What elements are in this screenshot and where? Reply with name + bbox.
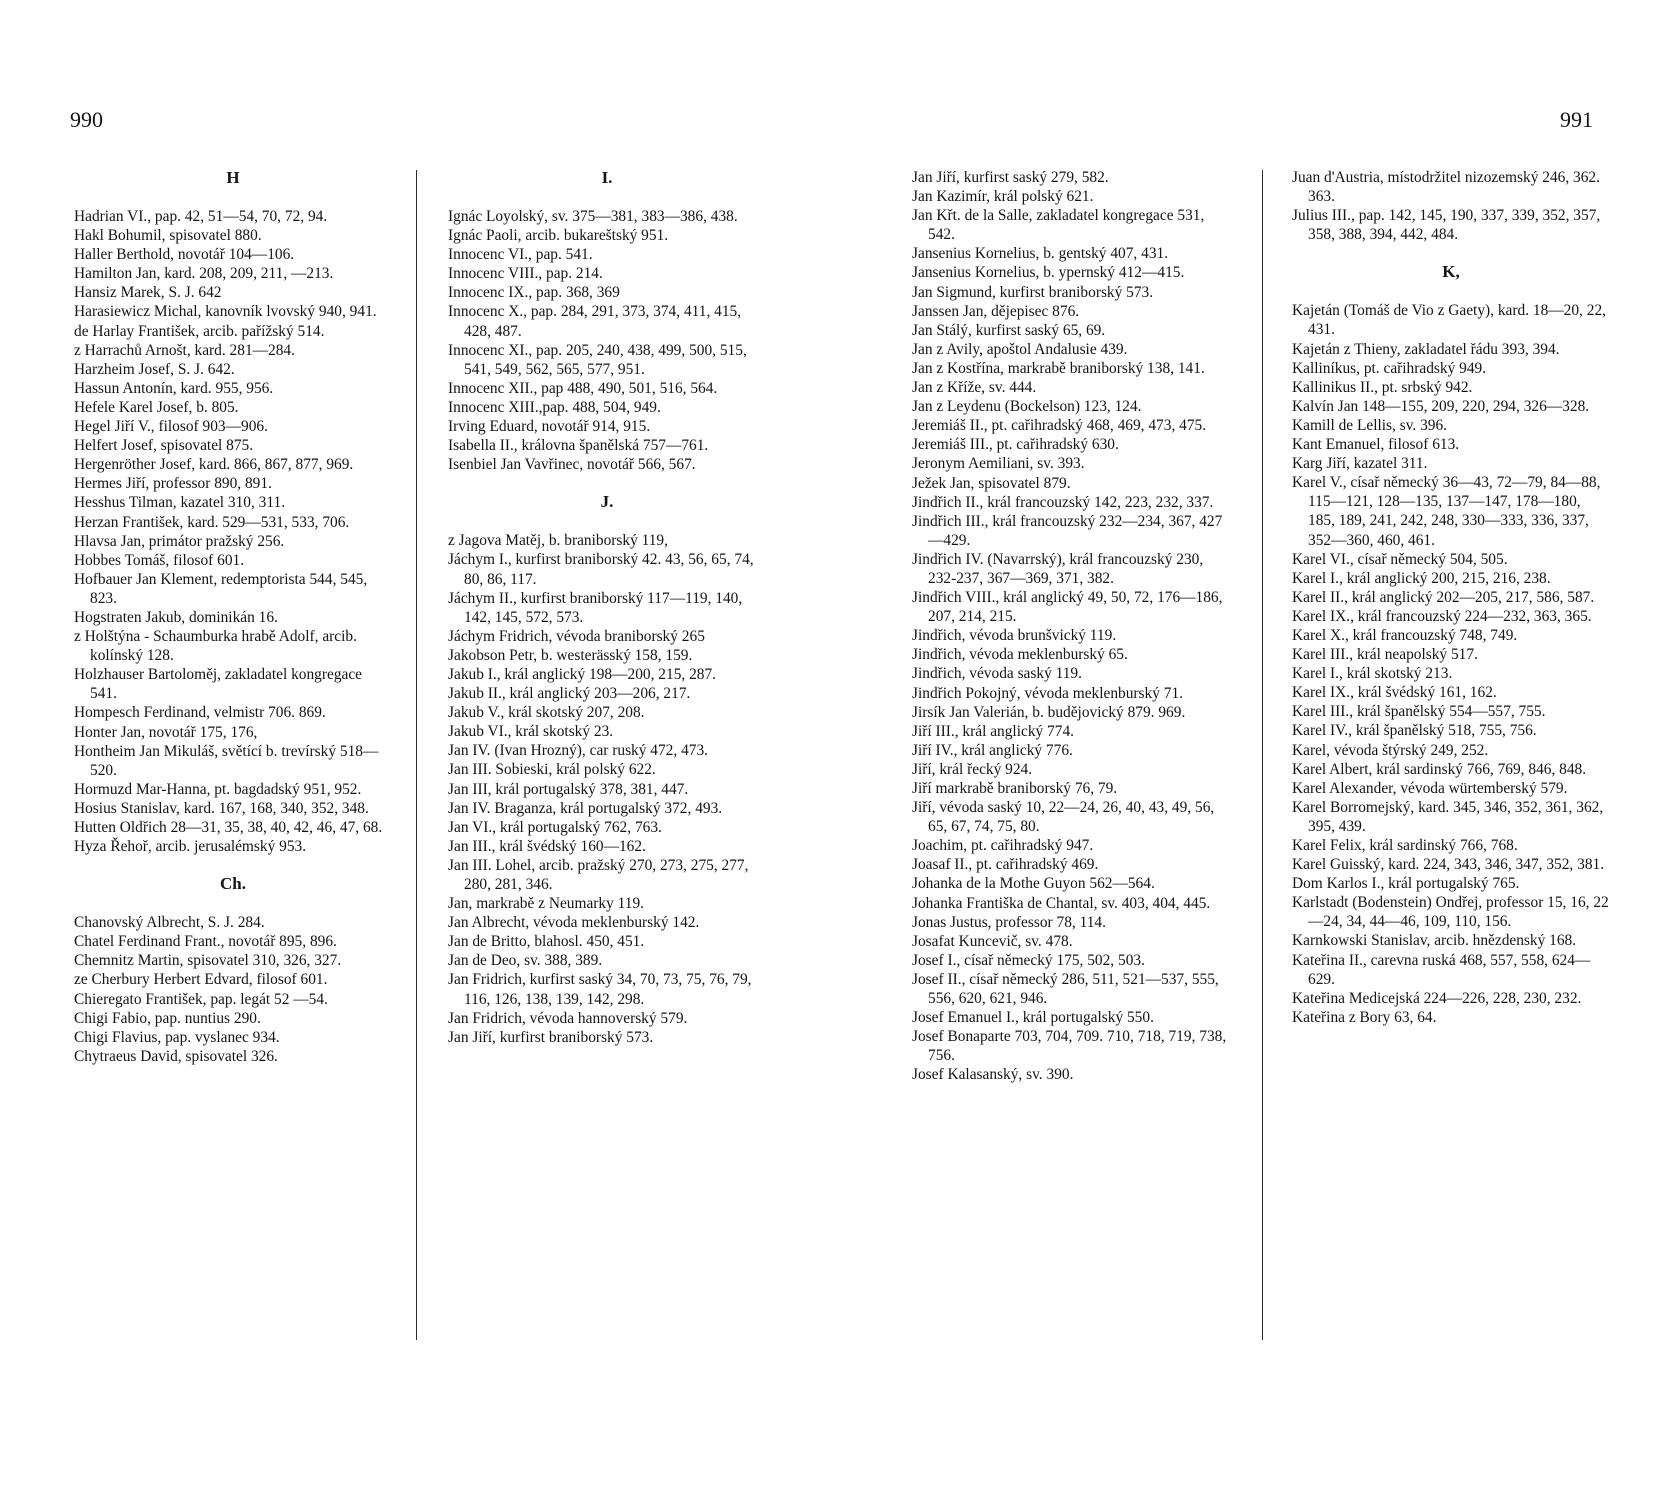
index-entry: Kant Emanuel, filosof 613.	[1292, 436, 1460, 454]
index-entry: Jan VI., král portugalský 762, 763.	[448, 818, 662, 836]
index-entry: Jakub II., král anglický 203—206, 217.	[448, 685, 691, 703]
index-entry: Kalliníkus, pt. cařihradský 949.	[1292, 359, 1487, 377]
index-entry: Karlstadt (Bodenstein) Ondřej, professor 15, 16, 22—24, 34, 44—46, 109, 110, 156.	[1292, 894, 1609, 931]
index-entry: Innocenc X., pap. 284, 291, 373, 374, 411, 415, 428, 487.	[448, 303, 742, 340]
index-entry: Innocenc XI., pap. 205, 240, 438, 499, 500, 515, 541, 549, 562, 565, 577, 951.	[448, 341, 747, 378]
index-column-4	[1292, 168, 1610, 1027]
index-entry: Karel III., král neapolský 517.	[1292, 646, 1478, 664]
index-entry: Jakobson Petr, b. westerässký 158, 159.	[448, 646, 693, 664]
index-entry: Hofbauer Jan Klement, redemptorista 544, 545, 823.	[74, 570, 368, 607]
index-entry: Julius III., pap. 142, 145, 190, 337, 339, 352, 357, 358, 388, 394, 442, 484.	[1292, 207, 1601, 244]
index-entry: Isabella II., královna španělská 757—761.	[448, 437, 709, 455]
index-entry: Jindřich, vévoda saský 119.	[912, 665, 1082, 683]
index-entry: Harasiewicz Michal, kanovník lvovský 940, 941.	[74, 303, 377, 321]
index-entry: Jakub VI., král skotský 23.	[448, 723, 614, 741]
index-entry: Jan III, král portugalský 378, 381, 447.	[448, 780, 689, 798]
section-heading: Ch.	[220, 874, 246, 894]
index-entry: Kalvín Jan 148—155, 209, 220, 294, 326—328.	[1292, 397, 1590, 415]
index-entry: Hefele Karel Josef, b. 805.	[74, 398, 239, 416]
index-entry: Jindřich III., král francouzský 232—234, 367, 427—429.	[912, 512, 1223, 549]
index-entry: Hansiz Marek, S. J. 642	[74, 284, 222, 302]
index-entry: Jiří IV., král anglický 776.	[912, 741, 1073, 759]
index-entry: Joachim, pt. cařihradský 947.	[912, 837, 1094, 855]
index-entry: Hyza Řehoř, arcib. jerusalémský 953.	[74, 838, 307, 856]
index-entry: Jiří III., král anglický 774.	[912, 722, 1074, 740]
index-entry: Jindřich IV. (Navarrský), král francouzský 230, 232-237, 367—369, 371, 382.	[912, 550, 1204, 587]
index-entry: Jan de Britto, blahosl. 450, 451.	[448, 933, 645, 951]
index-entry: Innocenc VI., pap. 541.	[448, 246, 593, 264]
index-entry: Karel Albert, král sardinský 766, 769, 846, 848.	[1292, 760, 1587, 778]
index-column-1	[74, 168, 392, 1066]
index-entry: Chigi Flavius, pap. vyslanec 934.	[74, 1028, 280, 1046]
index-entry: Jeremiáš II., pt. cařihradský 468, 469, 473, 475.	[912, 417, 1207, 435]
index-column-3	[912, 168, 1232, 1085]
index-entry: Jakub I., král anglický 198—200, 215, 287.	[448, 665, 717, 683]
index-entry: Josef Emanuel I., král portugalský 550.	[912, 1009, 1154, 1027]
index-entry: Jan III. Sobieski, král polský 622.	[448, 761, 656, 779]
index-entry: Johanka Františka de Chantal, sv. 403, 404, 445.	[912, 894, 1211, 912]
index-entry: Jakub V., král skotský 207, 208.	[448, 704, 645, 722]
index-entry: z Holštýna - Schaumburka hrabě Adolf, arcib. kolínský 128.	[74, 628, 357, 665]
index-entry: Jindřich VIII., král anglický 49, 50, 72, 176—186, 207, 214, 215.	[912, 589, 1223, 626]
index-entry: Jonas Justus, professor 78, 114.	[912, 913, 1106, 931]
index-entry: Karel IV., král španělský 518, 755, 756.	[1292, 722, 1537, 740]
index-entry: Helfert Josef, spisovatel 875.	[74, 437, 254, 455]
index-entry: Isenbiel Jan Vavřinec, novotář 566, 567.	[448, 456, 696, 474]
index-entry: Jan Stálý, kurfirst saský 65, 69.	[912, 321, 1106, 339]
index-entry: Johanka de la Mothe Guyon 562—564.	[912, 875, 1155, 893]
index-entry: Kamill de Lellis, sv. 396.	[1292, 416, 1448, 434]
index-entry: Karnkowski Stanislav, arcib. hnězdenský 168.	[1292, 932, 1577, 950]
index-entry: Holzhauser Bartoloměj, zakladatel kongregace 541.	[74, 666, 363, 703]
index-entry: Jan z Leydenu (Bockelson) 123, 124.	[912, 398, 1142, 416]
index-entry: Hobbes Tomáš, filosof 601.	[74, 551, 245, 569]
index-entry: Innocenc XII., pap 488, 490, 501, 516, 564.	[448, 379, 718, 397]
index-entry: Juan d'Austria, místodržitel nizozemský 246, 362. 363.	[1292, 169, 1600, 206]
index-entry: Jeronym Aemiliani, sv. 393.	[912, 455, 1085, 473]
index-entry: Jan z Kříže, sv. 444.	[912, 379, 1037, 397]
index-entry: Jan Fridrich, kurfirst saský 34, 70, 73, 75, 76, 79, 116, 126, 138, 139, 142, 298.	[448, 971, 752, 1008]
index-entry: Karg Jiří, kazatel 311.	[1292, 455, 1428, 473]
index-entry: Harzheim Josef, S. J. 642.	[74, 360, 235, 378]
index-entry: Karel VI., císař německý 504, 505.	[1292, 550, 1508, 568]
index-entry: Kateřina II., carevna ruská 468, 557, 558, 624—629.	[1292, 951, 1591, 988]
index-entry: Joasaf II., pt. cařihradský 469.	[912, 856, 1099, 874]
index-entry: Josef Kalasanský, sv. 390.	[912, 1066, 1074, 1084]
index-entry: Karel III., král španělský 554—557, 755.	[1292, 703, 1546, 721]
index-entry: Ignác Paoli, arcib. bukareštský 951.	[448, 227, 669, 245]
index-entry: Karel, vévoda štýrský 249, 252.	[1292, 741, 1489, 759]
index-entry: Hesshus Tilman, kazatel 310, 311.	[74, 494, 286, 512]
page-number-left: 990	[70, 107, 103, 132]
index-entry: Jan IV. Braganza, král portugalský 372, 493.	[448, 799, 723, 817]
index-entry: Kateřina Medicejská 224—226, 228, 230, 232.	[1292, 989, 1582, 1007]
index-entry: Josef I., císař německý 175, 502, 503.	[912, 951, 1145, 969]
index-entry: Hogstraten Jakub, dominikán 16.	[74, 608, 278, 626]
index-entry: Jirsík Jan Valerián, b. budějovický 879. 969.	[912, 703, 1186, 721]
index-entry: Jáchym II., kurfirst braniborský 117—119, 140, 142, 145, 572, 573.	[448, 589, 743, 626]
index-entry: Hompesch Ferdinand, velmistr 706. 869.	[74, 704, 326, 722]
index-entry: Jan Jiří, kurfirst saský 279, 582.	[912, 169, 1109, 186]
section-heading: I.	[601, 168, 613, 187]
section-heading: H	[226, 168, 240, 187]
index-entry: Karel I., král skotský 213.	[1292, 665, 1453, 683]
index-entry: Karel IX., král švédský 161, 162.	[1292, 684, 1497, 702]
index-entry: z Harrachů Arnošt, kard. 281—284.	[74, 341, 295, 359]
index-entry: Innocenc IX., pap. 368, 369	[448, 284, 620, 302]
index-entry: Hassun Antonín, kard. 955, 956.	[74, 379, 274, 397]
index-entry: Chanovský Albrecht, S. J. 284.	[74, 914, 265, 932]
index-entry: Hadrian VI., pap. 42, 51—54, 70, 72, 94.	[74, 208, 328, 225]
index-entry: Karel Alexander, vévoda würtemberský 579.	[1292, 779, 1568, 797]
page-number-right: 991	[1560, 107, 1593, 132]
index-entry: Innocenc XIII.,pap. 488, 504, 949.	[448, 398, 661, 416]
index-entry: Innocenc VIII., pap. 214.	[448, 265, 603, 283]
index-entry: Karel Felix, král sardinský 766, 768.	[1292, 837, 1518, 854]
index-entry: Jansenius Kornelius, b. ypernský 412—415.	[912, 264, 1185, 282]
index-entry: Jan Jiří, kurfirst braniborský 573.	[448, 1028, 654, 1046]
index-entry: Josef II., císař německý 286, 511, 521—537, 555, 556, 620, 621, 946.	[912, 970, 1219, 1008]
index-entry: Kateřina z Bory 63, 64.	[1292, 1008, 1437, 1026]
index-entry: Ignác Loyolský, sv. 375—381, 383—386, 438.	[448, 208, 738, 225]
index-entry: Jan Sigmund, kurfirst braniborský 573.	[912, 283, 1154, 301]
index-entry: Hakl Bohumil, spisovatel 880.	[74, 227, 262, 245]
index-entry: Chieregato František, pap. legát 52 —54.	[74, 990, 328, 1008]
index-entry: Hamilton Jan, kard. 208, 209, 211, —213.	[74, 265, 334, 283]
index-entry: Jindřich Pokojný, vévoda meklenburský 71.	[912, 684, 1184, 702]
index-entry: Jan de Deo, sv. 388, 389.	[448, 952, 603, 970]
index-entry: Jindřich, vévoda brunšvický 119.	[912, 627, 1117, 645]
index-entry: z Jagova Matěj, b. braniborský 119,	[448, 532, 668, 550]
index-entry: Jindřich, vévoda meklenburský 65.	[912, 646, 1128, 664]
index-entry: Jan Albrecht, vévoda meklenburský 142.	[448, 914, 700, 932]
index-entry: Jan IV. (Ivan Hrozný), car ruský 472, 473.	[448, 742, 709, 760]
index-entry: Karel Borromejský, kard. 345, 346, 352, 361, 362, 395, 439.	[1292, 798, 1604, 835]
index-entry: Haller Berthold, novotář 104—106.	[74, 246, 295, 264]
index-entry: Chatel Ferdinand Frant., novotář 895, 896.	[74, 933, 337, 951]
index-entry: Chigi Fabio, pap. nuntius 290.	[74, 1009, 261, 1027]
index-entry: Jan z Kostřína, markrabě braniborský 138, 141.	[912, 359, 1205, 377]
index-entry: ze Cherbury Herbert Edvard, filosof 601.	[74, 971, 328, 989]
index-entry: Janssen Jan, dějepisec 876.	[912, 302, 1080, 320]
index-entry: Karel X., král francouzský 748, 749.	[1292, 626, 1518, 644]
index-entry: Jan Kazimír, král polský 621.	[912, 188, 1094, 206]
index-entry: Hosius Stanislav, kard. 167, 168, 340, 352, 348.	[74, 799, 369, 817]
index-column-2	[448, 168, 766, 1047]
index-entry: Chytraeus David, spisovatel 326.	[74, 1047, 278, 1065]
index-entry: Hergenröther Josef, kard. 866, 867, 877, 969.	[74, 456, 354, 474]
index-entry: Hormuzd Mar-Hanna, pt. bagdadský 951, 952.	[74, 780, 362, 798]
section-heading: K,	[1442, 262, 1460, 282]
index-entry: Irving Eduard, novotář 914, 915.	[448, 418, 651, 436]
index-entry: Karel Guisský, kard. 224, 343, 346, 347, 352, 381.	[1292, 856, 1605, 874]
index-entry: Karel V., císař německý 36—43, 72—79, 84—88, 115—121, 128—135, 137—147, 178—180, 185, 189, 241, 242, 248, 330—333, 336, 337, 352—360, 460, 461.	[1292, 474, 1601, 549]
index-entry: Jan Fridrich, vévoda hannoverský 579.	[448, 1009, 688, 1027]
index-entry: Jeremiáš III., pt. cařihradský 630.	[912, 436, 1119, 454]
index-entry: Karel IX., král francouzský 224—232, 363, 365.	[1292, 607, 1592, 625]
index-entry: Kajetán (Tomáš de Vio z Gaety), kard. 18—20, 22, 431.	[1292, 302, 1606, 339]
index-entry: Hermes Jiří, professor 890, 891.	[74, 475, 272, 493]
index-entry: Jiří markrabě braniborský 76, 79.	[912, 780, 1118, 797]
index-entry: Jan III. Lohel, arcib. pražský 270, 273, 275, 277, 280, 281, 346.	[448, 856, 749, 893]
index-entry: Hlavsa Jan, primátor pražský 256.	[74, 532, 285, 550]
index-entry: Chemnitz Martin, spisovatel 310, 326, 327.	[74, 952, 342, 970]
index-entry: Dom Karlos I., král portugalský 765.	[1292, 875, 1520, 893]
index-entry: Jiří, král řecký 924.	[912, 760, 1033, 778]
index-entry: Jáchym I., kurfirst braniborský 42. 43, 56, 65, 74, 80, 86, 117.	[448, 551, 754, 588]
index-entry: Josef Bonaparte 703, 704, 709. 710, 718, 719, 738, 756.	[912, 1028, 1227, 1065]
index-entry: Hontheim Jan Mikuláš, světící b. trevírský 518—520.	[74, 742, 379, 779]
index-entry: Jáchym Fridrich, vévoda braniborský 265	[448, 627, 705, 645]
index-entry: Jindřich II., král francouzský 142, 223, 232, 337.	[912, 493, 1214, 511]
index-entry: Jan Křt. de la Salle, zakladatel kongregace 531, 542.	[912, 207, 1205, 244]
index-entry: Jan III., král švédský 160—162.	[448, 837, 646, 855]
index-entry: Karel I., král anglický 200, 215, 216, 238.	[1292, 569, 1551, 587]
index-entry: de Harlay František, arcib. pařížský 514.	[74, 322, 325, 340]
index-entry: Jansenius Kornelius, b. gentský 407, 431.	[912, 245, 1169, 263]
index-entry: Hegel Jiří V., filosof 903—906.	[74, 418, 268, 436]
index-entry: Ježek Jan, spisovatel 879.	[912, 474, 1071, 492]
column-divider-left	[416, 170, 417, 1340]
index-entry: Honter Jan, novotář 175, 176,	[74, 723, 258, 741]
section-heading: J.	[600, 492, 614, 512]
index-entry: Herzan František, kard. 529—531, 533, 706.	[74, 513, 350, 531]
column-divider-right	[1262, 170, 1263, 1340]
index-entry: Jan z Avily, apoštol Andalusie 439.	[912, 340, 1128, 358]
index-entry: Jiří, vévoda saský 10, 22—24, 26, 40, 43, 49, 56, 65, 67, 74, 75, 80.	[912, 799, 1215, 836]
index-entry: Hutten Oldřich 28—31, 35, 38, 40, 42, 46, 47, 68.	[74, 819, 383, 836]
index-entry: Josafat Kuncevič, sv. 478.	[912, 932, 1073, 950]
index-entry: Karel II., král anglický 202—205, 217, 586, 587.	[1292, 588, 1595, 606]
index-entry: Kajetán z Thieny, zakladatel řádu 393, 394.	[1292, 340, 1560, 358]
index-entry: Jan, markrabě z Neumarky 119.	[448, 895, 645, 913]
index-entry: Kallinikus II., pt. srbský 942.	[1292, 378, 1473, 396]
